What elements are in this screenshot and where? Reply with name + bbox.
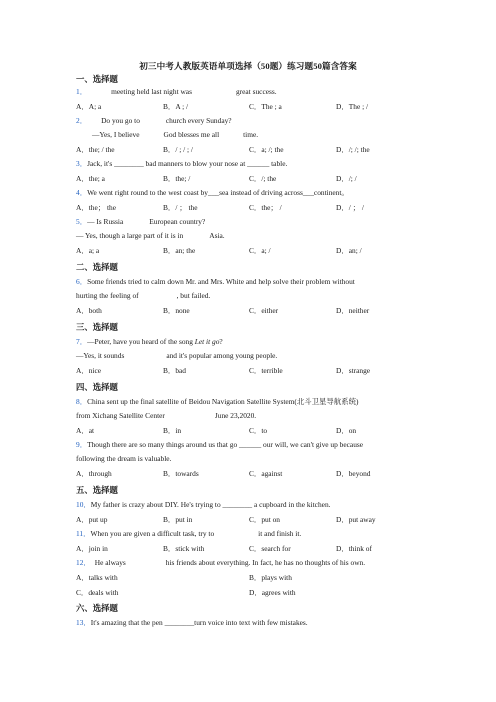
- option-d: D．think of: [336, 544, 372, 553]
- option-b: B．bad: [163, 366, 186, 375]
- option-b: B．plays with: [249, 573, 292, 582]
- question-6-line-2: [76, 291, 210, 300]
- question-text: meeting held last night was: [111, 87, 192, 96]
- option-c: C．terrible: [249, 366, 283, 375]
- question-text: When you are given a difficult task, try to: [90, 529, 215, 538]
- question-4: [76, 188, 349, 197]
- option-c: C．a; /; the: [249, 145, 284, 154]
- option-c: C．The ; a: [249, 102, 282, 111]
- question-text: My father is crazy about DIY. He's trying to ________ a cupboard in the kitchen.: [90, 500, 331, 509]
- option-d: D．/; /: [336, 174, 357, 183]
- question-10: [76, 500, 331, 509]
- question-text: —Peter, have you heard of the song: [87, 337, 195, 346]
- option-b: B．none: [163, 306, 190, 315]
- question-number: 9．: [76, 440, 88, 449]
- section-heading: 六、选择题: [76, 604, 118, 613]
- option-d: D．on: [336, 426, 357, 435]
- question-12: [76, 558, 365, 567]
- option-c: C．the； /: [249, 203, 282, 212]
- question-number: 6．: [76, 277, 88, 286]
- option-a: A．at: [76, 426, 95, 435]
- option-a: A．talks with: [76, 573, 118, 582]
- question-text: — Yes, though a large part of it is in: [76, 231, 184, 240]
- option-d: D．neither: [336, 306, 370, 315]
- question-number: 3．: [76, 159, 88, 168]
- question-text: Though there are so many things around us that go ______ our will, we can't give up because: [87, 440, 364, 449]
- question-text: —Yes, it sounds: [76, 351, 125, 360]
- option-b: B．A ; /: [163, 102, 189, 111]
- question-7-line-2: [76, 351, 277, 360]
- question-text: time.: [243, 130, 259, 139]
- option-a: A．put up: [76, 515, 108, 524]
- option-d: D．/ ； /: [336, 203, 364, 212]
- option-b: B．stick with: [163, 544, 205, 553]
- question-text: —Yes, I believe: [92, 130, 140, 139]
- question-9: [76, 440, 363, 449]
- section-heading: 四、选择题: [76, 383, 118, 392]
- option-c: C．/; the: [249, 174, 277, 183]
- question-text: It's amazing that the pen ________turn voice into text with few mistakes.: [90, 618, 308, 627]
- question-text: China sent up the final satellite of Beidou Navigation Satellite System(北斗卫星导航系统): [87, 397, 359, 406]
- section-heading: 一、选择题: [76, 75, 118, 84]
- question-6: [76, 277, 355, 286]
- question-number: 4．: [76, 188, 88, 197]
- option-a: A．through: [76, 469, 112, 478]
- option-c: C．against: [249, 469, 283, 478]
- question-text: — Is Russia: [87, 217, 124, 226]
- option-b: B．in: [163, 426, 182, 435]
- question-number: 13．: [76, 618, 91, 627]
- question-text: Asia.: [209, 231, 225, 240]
- option-a: A．both: [76, 306, 102, 315]
- option-a: A．join in: [76, 544, 108, 553]
- question-text: Do you go to: [101, 116, 140, 125]
- option-b: B．towards: [163, 469, 199, 478]
- question-number: 8．: [76, 397, 88, 406]
- question-text: Jack, it's ________ bad manners to blow your nose at ______ table.: [87, 159, 288, 168]
- question-9-line-2: following the dream is valuable.: [76, 454, 172, 463]
- option-c: C．to: [249, 426, 268, 435]
- question-text: European country?: [149, 217, 206, 226]
- question-text: Some friends tried to calm down Mr. and Mrs. White and help solve their problem without: [87, 277, 355, 286]
- option-a: A．the; a: [76, 174, 105, 183]
- option-b: B．put in: [163, 515, 193, 524]
- option-d: D．agrees with: [249, 588, 296, 597]
- option-a: A．A; a: [76, 102, 102, 111]
- question-2-line-2: [92, 130, 258, 139]
- question-text: his friends about everything. In fact, he has no thoughts of his own.: [165, 558, 366, 567]
- question-number: 5．: [76, 217, 88, 226]
- option-a: A．the; / the: [76, 145, 115, 154]
- question-11: [76, 529, 301, 538]
- option-d: D．beyond: [336, 469, 371, 478]
- option-d: D．put away: [336, 515, 376, 524]
- question-text-tail: great success.: [235, 87, 277, 96]
- option-b: B．the; /: [163, 174, 191, 183]
- question-text: ?: [219, 337, 223, 346]
- question-text: hurting the feeling of: [76, 291, 139, 300]
- option-a: A．a; a: [76, 246, 100, 255]
- option-b: B．/ ； the: [163, 203, 198, 212]
- question-8-line-2: [76, 411, 256, 420]
- option-c: C．put on: [249, 515, 281, 524]
- song-title: Let it go: [194, 337, 220, 346]
- option-a: A．the； the: [76, 203, 117, 212]
- option-d: D．The ; /: [336, 102, 369, 111]
- question-text: June 23,2020.: [214, 411, 257, 420]
- question-number: 12．: [76, 558, 91, 567]
- question-text: and it's popular among young people.: [166, 351, 278, 360]
- question-5-line-2: [76, 231, 225, 240]
- question-text: church every Sunday?: [165, 116, 232, 125]
- option-c: C．a; /: [249, 246, 271, 255]
- option-b: B．an; the: [163, 246, 196, 255]
- question-13: [76, 618, 308, 627]
- question-text: from Xichang Satellite Center: [76, 411, 165, 420]
- option-c: C．search for: [249, 544, 291, 553]
- option-a: A．nice: [76, 366, 102, 375]
- option-c: C．deals with: [76, 588, 119, 597]
- question-number: 10．: [76, 500, 91, 509]
- question-text: God blesses me all: [163, 130, 220, 139]
- question-8: [76, 397, 358, 406]
- question-3: [76, 159, 287, 168]
- option-d: D．an; /: [336, 246, 362, 255]
- question-text: He always: [94, 558, 126, 567]
- page-title: 初三中考人教版英语单项选择（50题）练习题50篇含答案: [139, 61, 357, 71]
- section-heading: 三、选择题: [76, 323, 118, 332]
- option-c: C．either: [249, 306, 279, 315]
- section-heading: 二、选择题: [76, 263, 118, 272]
- question-number: 7．: [76, 337, 88, 346]
- question-text: it and finish it.: [258, 529, 302, 538]
- question-text: , but failed.: [176, 291, 211, 300]
- question-number: 1．: [76, 87, 88, 96]
- option-d: D．/; /; the: [336, 145, 370, 154]
- question-1: [76, 87, 277, 96]
- question-text: We went right round to the west coast by___sea instead of driving across___continent。: [87, 188, 349, 197]
- option-d: D．strange: [336, 366, 371, 375]
- option-b: B．/ ; / ; /: [163, 145, 193, 154]
- question-number: 11．: [76, 529, 91, 538]
- question-5: [76, 217, 205, 226]
- question-2: [76, 116, 232, 125]
- question-number: 2．: [76, 116, 88, 125]
- question-7: [76, 337, 223, 346]
- section-heading: 五、选择题: [76, 486, 118, 495]
